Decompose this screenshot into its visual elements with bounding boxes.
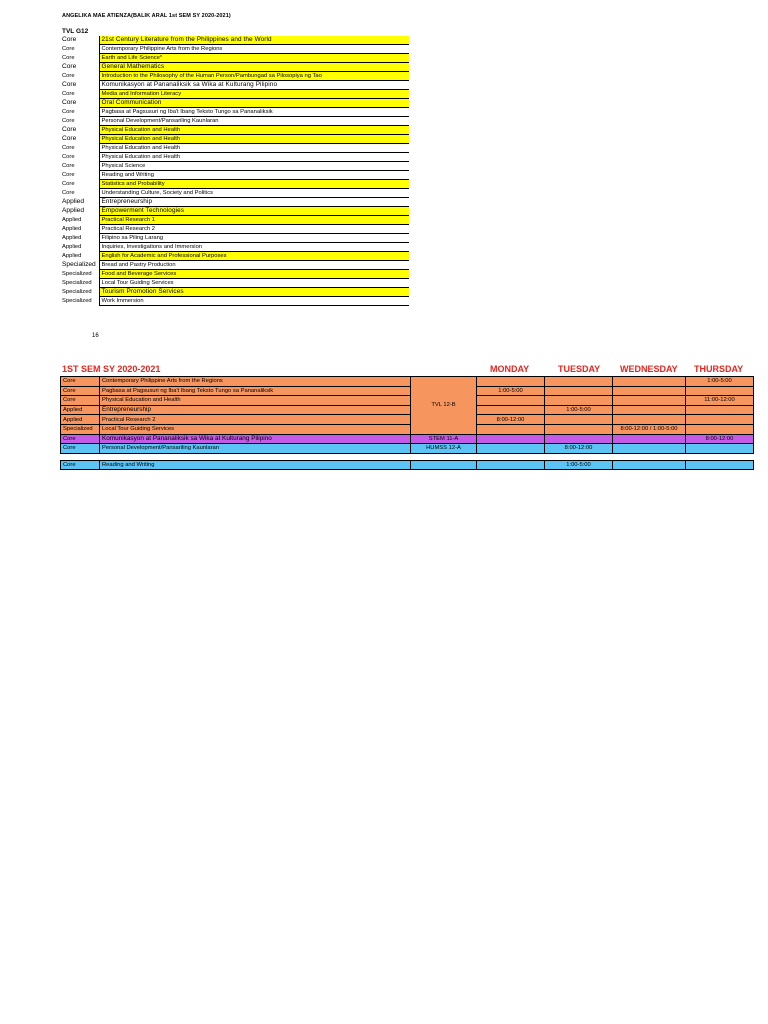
schedule-wednesday [613, 405, 686, 415]
subject-category: Core [60, 63, 99, 72]
subject-category: Core [60, 36, 99, 45]
subject-row [60, 297, 409, 306]
subject-category: Specialized [60, 279, 99, 288]
subject-category: Specialized [60, 288, 99, 297]
subject-category: Core [60, 135, 99, 144]
subject-name: Reading and Writing [99, 171, 409, 180]
schedule-subject: Entrepreneurship [100, 405, 411, 415]
schedule-tuesday: 1:00-5:00 [545, 460, 613, 470]
subject-name: Earth and Life Science* [99, 54, 409, 63]
subject-row [60, 117, 409, 126]
subject-name: Understanding Culture, Society and Politics [99, 189, 409, 198]
subject-name: Physical Education and Health [99, 126, 409, 135]
subject-category: Applied [60, 198, 99, 207]
subject-name: Komunikasyon at Pananaliksik sa Wika at Kulturang Pilipino [99, 81, 409, 90]
subject-name: Physical Education and Health [99, 144, 409, 153]
subject-row [60, 135, 409, 144]
schedule-tuesday [545, 434, 613, 444]
schedule-monday [477, 434, 545, 444]
subject-category: Core [60, 153, 99, 162]
schedule-subject: Practical Research 2 [100, 415, 411, 425]
schedule-tuesday: 8:00-12:00 [545, 444, 613, 454]
subject-name: Entrepreneurship [99, 198, 409, 207]
schedule-section [411, 460, 477, 470]
subject-category: Core [60, 162, 99, 171]
spacer-cell [61, 453, 754, 460]
subject-category: Core [60, 126, 99, 135]
subject-row [60, 45, 409, 54]
schedule-thursday [686, 386, 754, 396]
subject-row [60, 171, 409, 180]
subject-name: Tourism Promotion Services [99, 288, 409, 297]
subject-row [60, 99, 409, 108]
schedule-monday [477, 460, 545, 470]
subject-name: Physical Education and Health [99, 135, 409, 144]
subject-row [60, 36, 409, 45]
schedule-subject: Reading and Writing [100, 460, 411, 470]
schedule-category: Core [61, 460, 100, 470]
subject-row [60, 90, 409, 99]
subject-category: Applied [60, 234, 99, 243]
subject-category: Core [60, 144, 99, 153]
schedule-category: Specialized [61, 424, 100, 434]
schedule-tuesday [545, 424, 613, 434]
subject-category: Applied [60, 207, 99, 216]
schedule-row [61, 377, 754, 387]
schedule-subject: Local Tour Guiding Services [100, 424, 411, 434]
schedule-subject: Physical Education and Health [100, 396, 411, 406]
schedule-wednesday [613, 386, 686, 396]
schedule-title: 1ST SEM SY 2020-2021 [62, 364, 161, 374]
schedule-subject: Komunikasyon at Pananaliksik sa Wika at Kulturang Pilipino [100, 434, 411, 444]
subject-name: Bread and Pastry Production [99, 261, 409, 270]
subject-row [60, 225, 409, 234]
schedule-monday: 8:00-12:00 [477, 415, 545, 425]
subject-name: Physical Science [99, 162, 409, 171]
schedule-header [0, 364, 768, 376]
schedule-wednesday [613, 377, 686, 387]
schedule-table [60, 376, 754, 470]
subject-name: Media and Information Literacy [99, 90, 409, 99]
subject-name: Filipino sa Piling Larang [99, 234, 409, 243]
section-label: TVL G12 [62, 28, 89, 35]
subject-name: Oral Communication [99, 99, 409, 108]
schedule-category: Applied [61, 415, 100, 425]
schedule-row [61, 424, 754, 434]
subject-category: Core [60, 171, 99, 180]
schedule-subject: Contemporary Philippine Arts from the Regions [100, 377, 411, 387]
subject-row [60, 288, 409, 297]
schedule-monday [477, 444, 545, 454]
subject-row [60, 108, 409, 117]
subject-name: 21st Century Literature from the Philippines and the World [99, 36, 409, 45]
subject-category: Core [60, 54, 99, 63]
subject-row [60, 234, 409, 243]
subject-name: Empowerment Technologies [99, 207, 409, 216]
subject-name: Food and Beverage Services [99, 270, 409, 279]
subject-category: Core [60, 180, 99, 189]
subject-count: 16 [92, 333, 99, 339]
schedule-monday [477, 377, 545, 387]
schedule-row [61, 386, 754, 396]
schedule-section: TVL 12-B [411, 377, 477, 435]
schedule-tuesday: 1:00-5:00 [545, 405, 613, 415]
subject-category: Specialized [60, 270, 99, 279]
day-header-wednesday: WEDNESDAY [620, 364, 678, 374]
schedule-wednesday [613, 396, 686, 406]
schedule-thursday [686, 405, 754, 415]
subject-row [60, 189, 409, 198]
subject-row [60, 72, 409, 81]
schedule-monday [477, 405, 545, 415]
subject-row [60, 162, 409, 171]
subject-name: Pagbasa at Pagsusuri ng Iba't Ibang Teksto Tungo sa Pananaliksik [99, 108, 409, 117]
schedule-tuesday [545, 377, 613, 387]
subject-name: Contemporary Philippine Arts from the Regions [99, 45, 409, 54]
day-header-thursday: THURSDAY [694, 364, 744, 374]
schedule-tuesday [545, 415, 613, 425]
subject-category: Specialized [60, 261, 99, 270]
subject-category: Core [60, 45, 99, 54]
subject-category: Applied [60, 252, 99, 261]
subject-name: Practical Research 1 [99, 216, 409, 225]
schedule-category: Core [61, 396, 100, 406]
subject-row [60, 180, 409, 189]
schedule-category: Core [61, 377, 100, 387]
subject-category: Applied [60, 225, 99, 234]
schedule-thursday: 11:00-12:00 [686, 396, 754, 406]
day-header-tuesday: TUESDAY [558, 364, 601, 374]
schedule-row [61, 460, 754, 470]
subject-name: English for Academic and Professional Purposes [99, 252, 409, 261]
day-header-monday: MONDAY [490, 364, 530, 374]
subject-name: Inquiries, Investigations and Immersion [99, 243, 409, 252]
schedule-category: Core [61, 386, 100, 396]
schedule-thursday: 1:00-5:00 [686, 377, 754, 387]
schedule-row [61, 405, 754, 415]
schedule-thursday [686, 424, 754, 434]
subject-name: General Mathematics [99, 63, 409, 72]
subject-row [60, 126, 409, 135]
schedule-section: HUMSS 12-A [411, 444, 477, 454]
subject-category: Core [60, 108, 99, 117]
subject-category: Core [60, 117, 99, 126]
subject-row [60, 261, 409, 270]
subject-name: Physical Education and Health [99, 153, 409, 162]
subject-name: Practical Research 2 [99, 225, 409, 234]
schedule-category: Core [61, 444, 100, 454]
schedule-category: Core [61, 434, 100, 444]
subject-row [60, 279, 409, 288]
subject-row [60, 243, 409, 252]
subject-row [60, 81, 409, 90]
schedule-section: STEM 11-A [411, 434, 477, 444]
subject-row [60, 144, 409, 153]
subject-category: Core [60, 99, 99, 108]
subject-name: Statistics and Probability [99, 180, 409, 189]
page-title: ANGELIKA MAE ATIENZA(BALIK ARAL 1st SEM SY 2020-2021) [62, 13, 231, 19]
schedule-thursday [686, 415, 754, 425]
subject-category: Core [60, 81, 99, 90]
subject-category: Applied [60, 243, 99, 252]
schedule-wednesday [613, 444, 686, 454]
schedule-monday [477, 396, 545, 406]
schedule-monday: 1:00-5:00 [477, 386, 545, 396]
schedule-subject: Pagbasa at Pagsusuri ng Iba't Ibang Teksto Tungo sa Pananaliksik [100, 386, 411, 396]
subjects-table [60, 36, 409, 306]
schedule-wednesday [613, 460, 686, 470]
subject-row [60, 216, 409, 225]
schedule-tuesday [545, 396, 613, 406]
schedule-row [61, 396, 754, 406]
subject-category: Specialized [60, 297, 99, 306]
subject-name: Work Immersion [99, 297, 409, 306]
subject-category: Core [60, 72, 99, 81]
subject-category: Core [60, 90, 99, 99]
subject-row [60, 198, 409, 207]
subject-row [60, 270, 409, 279]
schedule-row [61, 444, 754, 454]
spacer-row [61, 453, 754, 460]
subject-row [60, 63, 409, 72]
subject-row [60, 252, 409, 261]
schedule-row [61, 434, 754, 444]
schedule-thursday [686, 460, 754, 470]
schedule-wednesday: 8:00-12:00 / 1:00-5:00 [613, 424, 686, 434]
schedule-subject: Personal Development/Pansariling Kaunlaran [100, 444, 411, 454]
subject-row [60, 54, 409, 63]
subject-category: Applied [60, 216, 99, 225]
subject-name: Personal Development/Pansariling Kaunlaran [99, 117, 409, 126]
schedule-thursday: 8:00-12:00 [686, 434, 754, 444]
schedule-category: Applied [61, 405, 100, 415]
subject-name: Introduction to the Philosophy of the Human Person/Pambungad sa Pilosopiya ng Tao [99, 72, 409, 81]
schedule-thursday [686, 444, 754, 454]
schedule-tuesday [545, 386, 613, 396]
schedule-monday [477, 424, 545, 434]
schedule-wednesday [613, 434, 686, 444]
subject-row [60, 207, 409, 216]
subject-name: Local Tour Guiding Services [99, 279, 409, 288]
subject-category: Core [60, 189, 99, 198]
schedule-row [61, 415, 754, 425]
subject-row [60, 153, 409, 162]
schedule-wednesday [613, 415, 686, 425]
